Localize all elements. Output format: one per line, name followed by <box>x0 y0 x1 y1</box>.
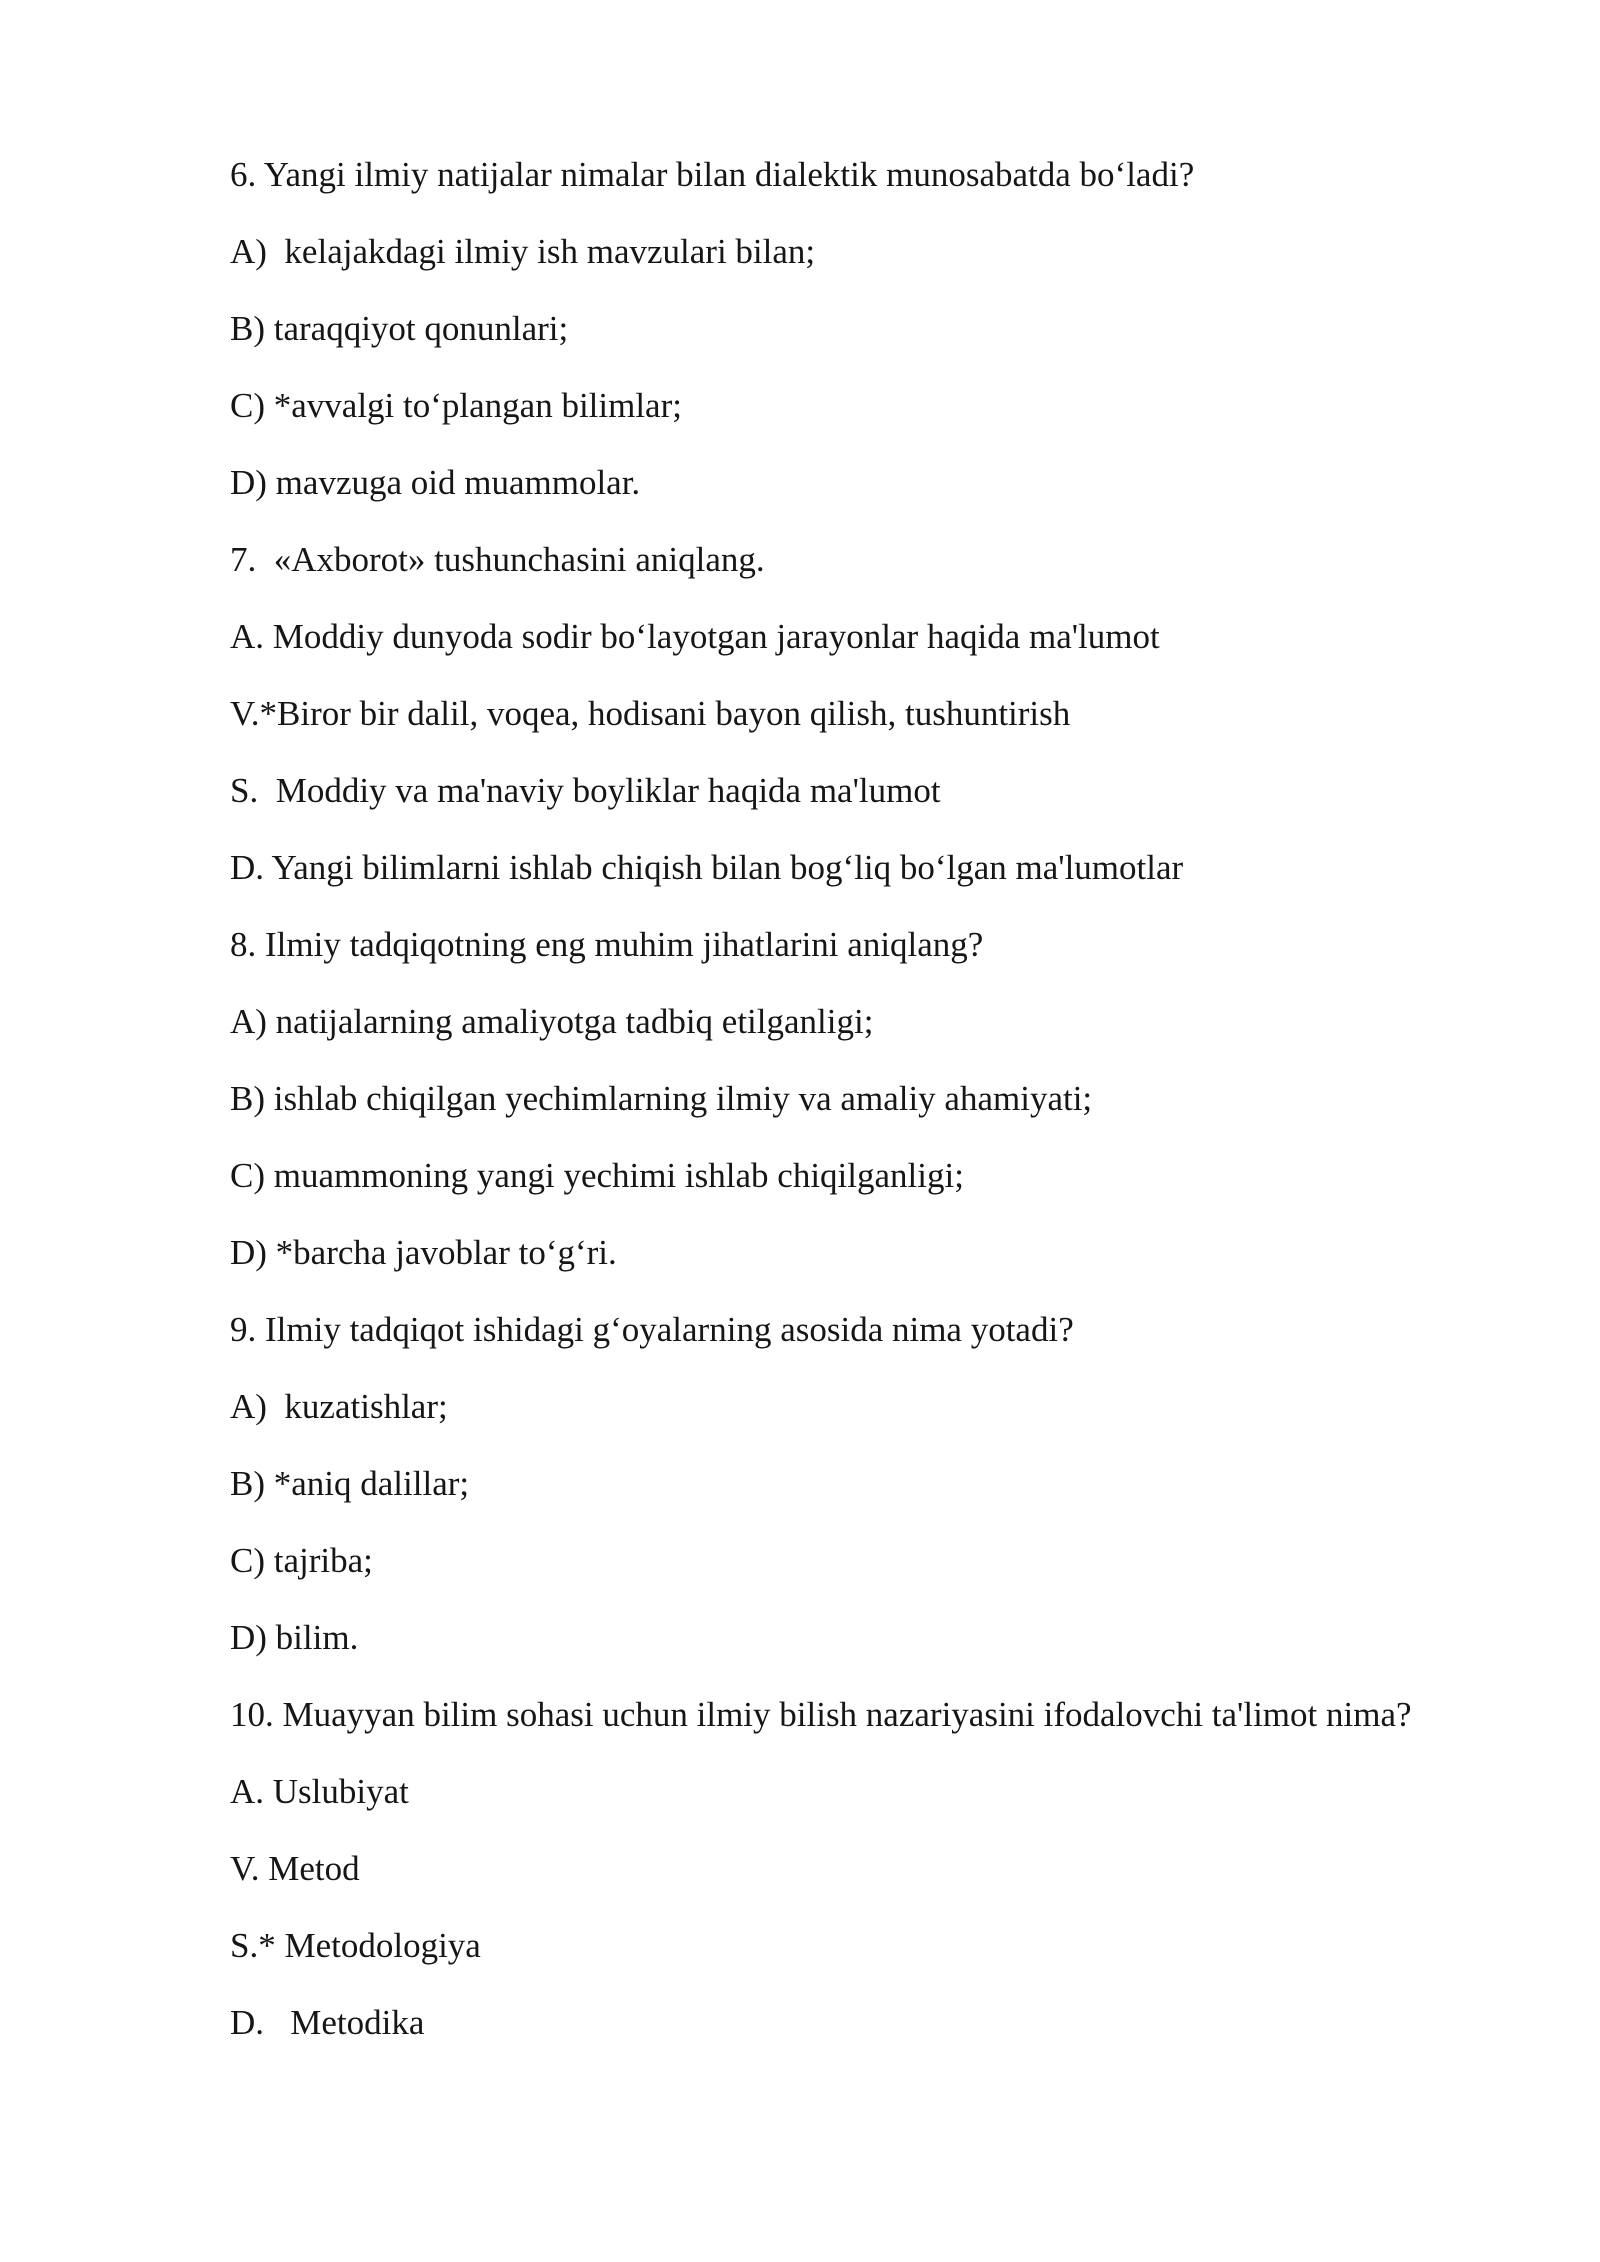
q10-option-v: V. Metod <box>230 1849 360 1888</box>
q9-option-b: B) *aniq dalillar; <box>230 1464 470 1503</box>
question-10: 10. Muayyan bilim sohasi uchun ilmiy bilish nazariyasini ifodalovchi ta'limot nima? <box>230 1695 1412 1734</box>
q7-option-d: D. Yangi bilimlarni ishlab chiqish bilan bog‘liq bo‘lgan ma'lumotlar <box>230 848 1184 887</box>
question-7: 7. «Axborot» tushunchasini aniqlang. <box>230 540 765 579</box>
q10-option-d: D. Metodika <box>230 2003 425 2042</box>
q6-option-d: D) mavzuga oid muammolar. <box>230 463 641 502</box>
question-9: 9. Ilmiy tadqiqot ishidagi g‘oyalarning asosida nima yotadi? <box>230 1310 1074 1349</box>
q6-option-b: B) taraqqiyot qonunlari; <box>230 309 569 348</box>
question-6: 6. Yangi ilmiy natijalar nimalar bilan dialektik munosabatda bo‘ladi? <box>230 155 1195 194</box>
q9-option-d: D) bilim. <box>230 1618 359 1657</box>
q7-option-v: V.*Biror bir dalil, voqea, hodisani bayon qilish, tushuntirish <box>230 694 1071 733</box>
q8-option-b: B) ishlab chiqilgan yechimlarning ilmiy va amaliy ahamiyati; <box>230 1079 1093 1118</box>
q7-option-a: A. Moddiy dunyoda sodir bo‘layotgan jarayonlar haqida ma'lumot <box>230 617 1160 656</box>
q9-option-c: C) tajriba; <box>230 1541 373 1580</box>
q8-option-c: C) muammoning yangi yechimi ishlab chiqilganligi; <box>230 1156 964 1195</box>
q6-option-c: C) *avvalgi to‘plangan bilimlar; <box>230 386 682 425</box>
question-8: 8. Ilmiy tadqiqotning eng muhim jihatlarini aniqlang? <box>230 925 984 964</box>
q10-option-a: A. Uslubiyat <box>230 1772 409 1811</box>
q10-option-s: S.* Metodologiya <box>230 1926 481 1965</box>
q9-option-a: A) kuzatishlar; <box>230 1387 448 1426</box>
q7-option-s: S. Moddiy va ma'naviy boyliklar haqida ma'lumot <box>230 771 941 810</box>
q6-option-a: A) kelajakdagi ilmiy ish mavzulari bilan; <box>230 232 816 271</box>
quiz-content <box>230 150 1420 2075</box>
q8-option-d: D) *barcha javoblar to‘g‘ri. <box>230 1233 617 1272</box>
q8-option-a: A) natijalarning amaliyotga tadbiq etilganligi; <box>230 1002 874 1041</box>
